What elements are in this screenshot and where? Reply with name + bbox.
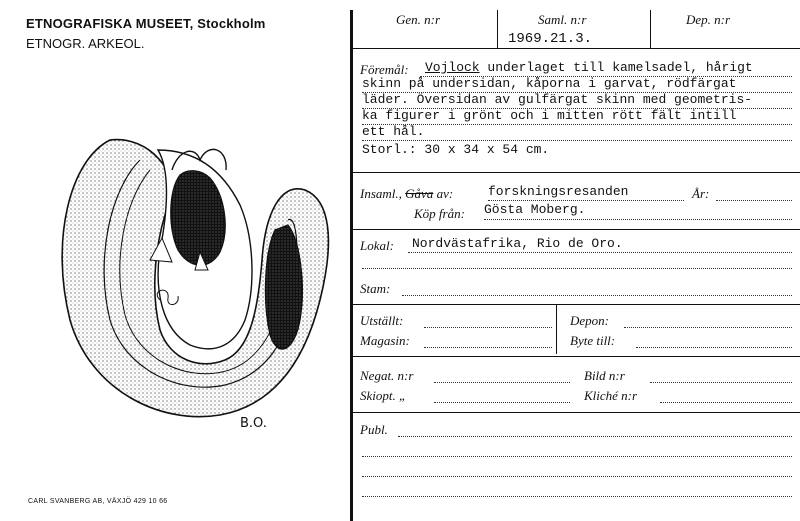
foremal-line-1-rest: underlaget till kamelsadel, hårigt bbox=[487, 60, 753, 75]
foremal-line-2: skinn på undersidan, kåporna i garvat, rödfärgat bbox=[362, 76, 737, 91]
foremal-line-3: läder. Översidan av gulfärgat skinn med geometris- bbox=[362, 92, 753, 107]
kliche-dotline bbox=[660, 402, 792, 403]
av-label: av: bbox=[436, 186, 454, 201]
insaml-value: forskningsresanden bbox=[488, 184, 629, 199]
bild-label: Bild n:r bbox=[584, 368, 625, 383]
card-left-border bbox=[350, 10, 353, 521]
kop-dotline bbox=[484, 219, 792, 220]
lokal-dotline-1 bbox=[408, 252, 792, 253]
foremal-size: Storl.: 30 x 34 x 54 cm. bbox=[362, 142, 550, 157]
negat-dotline bbox=[434, 382, 570, 383]
byte-dotline bbox=[636, 347, 792, 348]
publ-dotline-1 bbox=[398, 436, 792, 437]
byte-label: Byte till: bbox=[570, 333, 616, 348]
foremal-dotline-4 bbox=[362, 124, 792, 125]
utstallt-dotline bbox=[424, 327, 552, 328]
publ-dotline-3 bbox=[362, 476, 792, 477]
foremal-dotline-3 bbox=[362, 108, 792, 109]
publ-label: Publ. bbox=[360, 422, 388, 437]
foremal-dotline-1 bbox=[420, 76, 792, 77]
header-col-divider-1 bbox=[497, 10, 498, 48]
kop-label: Köp från: bbox=[414, 206, 465, 221]
storage-divider bbox=[350, 356, 800, 357]
stam-label: Stam: bbox=[360, 281, 391, 296]
saml-nr-value: 1969.21.3. bbox=[508, 31, 593, 47]
ar-dotline bbox=[716, 200, 792, 201]
kliche-label: Kliché n:r bbox=[584, 388, 638, 403]
insaml-label-text: Insaml., bbox=[360, 186, 402, 201]
magasin-label: Magasin: bbox=[360, 333, 410, 348]
header-col-divider-2 bbox=[650, 10, 651, 48]
storage-col-divider bbox=[556, 304, 557, 354]
lokal-value: Nordvästafrika, Rio de Oro. bbox=[412, 236, 623, 251]
foremal-label: Föremål: bbox=[360, 62, 409, 77]
dep-nr-label: Dep. n:r bbox=[686, 12, 731, 27]
museum-department: ETNOGR. ARKEOL. bbox=[26, 36, 145, 51]
utstallt-label: Utställt: bbox=[360, 313, 404, 328]
insaml-divider bbox=[350, 229, 800, 230]
header-divider bbox=[350, 48, 800, 49]
publ-dotline-2 bbox=[362, 456, 792, 457]
gen-nr-label: Gen. n:r bbox=[396, 12, 441, 27]
museum-name: ETNOGRAFISKA MUSEET, Stockholm bbox=[26, 16, 266, 31]
foremal-title: Vojlock bbox=[425, 60, 480, 75]
gava-label: Gåva bbox=[405, 186, 434, 201]
foremal-divider bbox=[350, 172, 800, 173]
insaml-dotline bbox=[488, 200, 684, 201]
printer-imprint: CARL SVANBERG AB, VÄXJÖ 429 10 66 bbox=[28, 498, 168, 505]
foremal-line-5: ett hål. bbox=[362, 124, 425, 139]
saddle-pad-drawing bbox=[50, 120, 340, 440]
ar-label: År: bbox=[692, 186, 710, 201]
foremal-line-4: ka figurer i grönt och i mitten rött fält intill bbox=[362, 108, 737, 123]
kop-value: Gösta Moberg. bbox=[484, 202, 586, 217]
stam-dotline bbox=[402, 295, 792, 296]
depon-label: Depon: bbox=[570, 313, 609, 328]
lokal-dotline-2 bbox=[362, 268, 792, 269]
photo-divider bbox=[350, 412, 800, 413]
lokal-label: Lokal: bbox=[360, 238, 394, 253]
skiopt-dotline bbox=[434, 402, 570, 403]
saml-nr-label: Saml. n:r bbox=[538, 12, 587, 27]
negat-label: Negat. n:r bbox=[360, 368, 414, 383]
stam-divider bbox=[350, 304, 800, 305]
depon-dotline bbox=[624, 327, 792, 328]
foremal-dotline-2 bbox=[362, 92, 792, 93]
publ-dotline-4 bbox=[362, 496, 792, 497]
insaml-label bbox=[360, 186, 453, 202]
drawing-signature: B.O. bbox=[240, 416, 267, 431]
foremal-dotline-5 bbox=[362, 140, 792, 141]
magasin-dotline bbox=[424, 347, 552, 348]
bild-dotline bbox=[650, 382, 792, 383]
foremal-line-1 bbox=[425, 60, 753, 75]
skiopt-label: Skiopt. „ bbox=[360, 388, 407, 403]
